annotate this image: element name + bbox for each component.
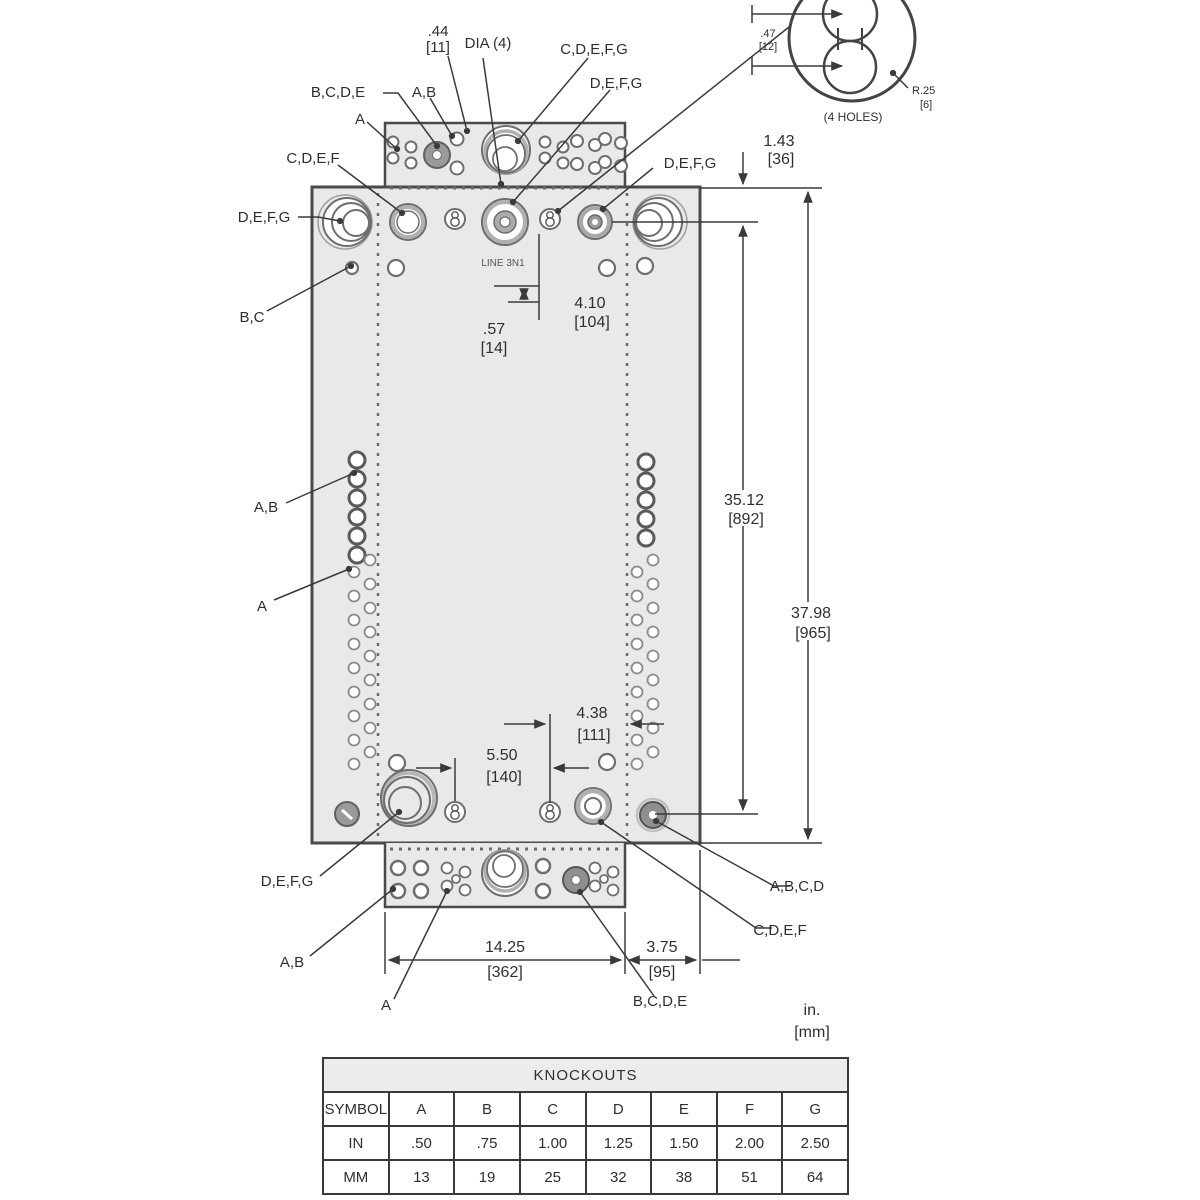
dim-topx-in: 4.10 (574, 295, 606, 312)
callout-bottom-flange-dark: B,C,D,E (632, 993, 688, 1010)
mm-g: 64 (782, 1160, 848, 1194)
dim-botspan-in: 5.50 (486, 747, 518, 764)
row-in-label: IN (323, 1126, 389, 1160)
dim-topy-in: .57 (482, 321, 506, 338)
callout-bottom-row-left: D,E,F,G (260, 873, 314, 890)
units-note-mm: [mm] (794, 1024, 830, 1041)
dim-sideoff-mm: [95] (648, 964, 676, 981)
callout-top-flange-dark: B,C,D,E (310, 84, 366, 101)
dim-kospan-mm: [892] (728, 511, 764, 528)
in-c: 1.00 (520, 1126, 586, 1160)
in-g: 2.50 (782, 1126, 848, 1160)
callout-left-rings: A,B (253, 499, 279, 516)
detail-holes-note: (4 HOLES) (823, 110, 883, 124)
callout-dia-in: .44 (427, 23, 449, 40)
callout-dia-note: DIA (4) (464, 35, 512, 52)
callout-top-flange-center: C,D,E,F,G (560, 41, 628, 58)
row-mm-label: MM (323, 1160, 389, 1194)
col-e: E (651, 1092, 717, 1126)
col-b: B (454, 1092, 520, 1126)
dim-flangew-mm: [362] (487, 964, 523, 981)
col-d: D (586, 1092, 652, 1126)
mounting-keyhole-top-right (540, 209, 560, 229)
mm-c: 25 (520, 1160, 586, 1194)
in-d: 1.25 (586, 1126, 652, 1160)
callout-left-zigzag: A (256, 598, 268, 615)
dim-botx-mm: [111] (577, 727, 611, 744)
knockouts-table-mm-row (323, 1160, 848, 1194)
units-note-in: in. (803, 1002, 821, 1019)
mounting-keyhole-bottom-left (445, 802, 465, 822)
dim-flangew-in: 14.25 (484, 939, 526, 956)
callout-bottom-row-dark: A,B,C,D (769, 878, 825, 895)
knockouts-table-header-row (323, 1092, 848, 1126)
col-symbol: SYMBOL (323, 1092, 389, 1126)
dim-overall-in: 37.98 (790, 605, 832, 622)
callout-top-flange-pair: A,B (411, 84, 437, 101)
mounting-keyhole-bottom-right (540, 802, 560, 822)
mounting-keyhole-top-left (445, 209, 465, 229)
mm-a: 13 (389, 1160, 455, 1194)
mm-d: 32 (586, 1160, 652, 1194)
knockouts-table-title: KNOCKOUTS (323, 1058, 848, 1092)
detail-width-in: .47 (760, 28, 776, 40)
in-a: .50 (389, 1126, 455, 1160)
detail-radius-label: R.25 (912, 85, 936, 97)
dim-overall-mm: [965] (795, 625, 831, 642)
col-c: C (520, 1092, 586, 1126)
dim-topx-mm: [104] (574, 314, 610, 331)
dim-sideoff-in: 3.75 (646, 939, 678, 956)
detail-width-mm: [12] (758, 41, 778, 53)
callout-bottom-flange-pair: A,B (279, 954, 305, 971)
col-a: A (389, 1092, 455, 1126)
callout-top-right: D,E,F,G (663, 155, 717, 172)
in-e: 1.50 (651, 1126, 717, 1160)
callout-dia-mm: [11] (426, 39, 450, 56)
callout-top-row-left: D,E,F,G (237, 209, 291, 226)
in-b: .75 (454, 1126, 520, 1160)
callout-top-row-second: C,D,E,F (286, 150, 340, 167)
callout-upper-small: B,C (239, 309, 265, 326)
callout-top-flange-cluster: A (354, 111, 366, 128)
dim-flange-mm: [36] (767, 151, 795, 168)
col-f: F (717, 1092, 783, 1126)
col-g: G (782, 1092, 848, 1126)
callout-bottom-row-second: C,D,E,F (753, 922, 807, 939)
callout-top-center: D,E,F,G (589, 75, 643, 92)
detail-radius-mm: [6] (920, 99, 933, 111)
mm-f: 51 (717, 1160, 783, 1194)
callout-bottom-flange-cluster: A (380, 997, 392, 1014)
dim-botspan-mm: [140] (486, 769, 522, 786)
dim-kospan-in: 35.12 (723, 492, 765, 509)
dim-flange-in: 1.43 (763, 133, 795, 150)
dim-topy-mm: [14] (480, 340, 508, 357)
mm-b: 19 (454, 1160, 520, 1194)
knockouts-table (322, 1057, 849, 1195)
dim-botx-in: 4.38 (576, 705, 608, 722)
knockouts-table-in-row (323, 1126, 848, 1160)
panel-line-marking: LINE 3N1 (481, 258, 525, 269)
right-ring-column (638, 454, 654, 546)
in-f: 2.00 (717, 1126, 783, 1160)
mm-e: 38 (651, 1160, 717, 1194)
